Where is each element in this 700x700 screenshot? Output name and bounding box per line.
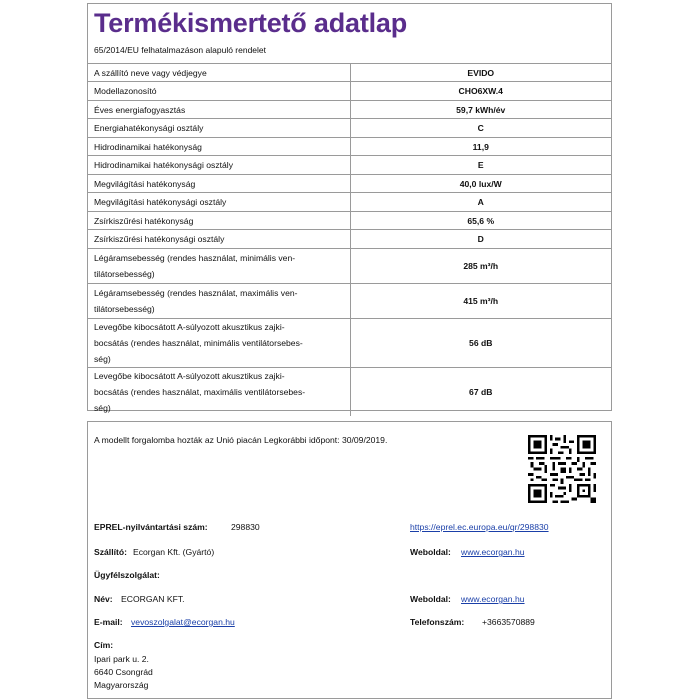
product-fiche bbox=[87, 3, 612, 411]
table-row bbox=[88, 284, 611, 319]
eprel-number: 298830 bbox=[231, 522, 260, 532]
spec-label: A szállító neve vagy védjegye bbox=[88, 64, 350, 82]
website-label: Weboldal: bbox=[410, 594, 451, 604]
spec-value: 59,7 kWh/év bbox=[350, 101, 611, 119]
website-label: Weboldal: bbox=[410, 547, 451, 557]
spec-value: 56 dB bbox=[350, 319, 611, 368]
name-label: Név: bbox=[94, 594, 113, 604]
regulation-subtitle: 65/2014/EU felhatalmazáson alapuló rendelet bbox=[94, 45, 267, 55]
address-line: Ipari park u. 2. bbox=[94, 654, 149, 664]
phone-value: +3663570889 bbox=[482, 617, 535, 627]
spec-label: Levegőbe kibocsátott A-súlyozott akusztikus zajki- bocsátás (rendes használat, maximális ventilátorsebes- ség) bbox=[88, 368, 350, 417]
spec-label: Hidrodinamikai hatékonyság bbox=[88, 138, 350, 156]
website-link[interactable]: www.ecorgan.hu bbox=[461, 594, 525, 604]
spec-label: Zsírkiszűrési hatékonysági osztály bbox=[88, 230, 350, 249]
email-label: E-mail: bbox=[94, 617, 123, 627]
website-link[interactable]: www.ecorgan.hu bbox=[461, 547, 525, 557]
spec-value: EVIDO bbox=[350, 64, 611, 82]
table-row bbox=[88, 319, 611, 368]
phone-label: Telefonszám: bbox=[410, 617, 465, 627]
eprel-label: EPREL-nyilvántartási szám: bbox=[94, 522, 208, 532]
table-row bbox=[88, 368, 611, 417]
spec-label: Légáramsebesség (rendes használat, maximális ven- tilátorsebesség) bbox=[88, 284, 350, 319]
address-label: Cím: bbox=[94, 640, 114, 650]
table-row bbox=[88, 82, 611, 101]
table-row bbox=[88, 193, 611, 212]
spec-value: 11,9 bbox=[350, 138, 611, 156]
supplier-info-panel bbox=[87, 421, 612, 699]
spec-value: 415 m³/h bbox=[350, 284, 611, 319]
spec-label: Légáramsebesség (rendes használat, minimális ven- tilátorsebesség) bbox=[88, 249, 350, 284]
spec-value: 67 dB bbox=[350, 368, 611, 417]
market-note: A modellt forgalomba hozták az Unió piacán Legkorábbi időpont: 30/09/2019. bbox=[94, 435, 388, 445]
spec-label: Modellazonosító bbox=[88, 82, 350, 101]
page-title: Termékismertető adatlap bbox=[94, 8, 408, 38]
spec-label: Energiahatékonysági osztály bbox=[88, 119, 350, 138]
spec-label: Megvilágítási hatékonysági osztály bbox=[88, 193, 350, 212]
eprel-url-link[interactable]: https://eprel.ec.europa.eu/qr/298830 bbox=[410, 522, 549, 532]
table-row bbox=[88, 138, 611, 156]
email-link[interactable]: vevoszolgalat@ecorgan.hu bbox=[131, 617, 235, 627]
table-row bbox=[88, 230, 611, 249]
spec-value: 65,6 % bbox=[350, 212, 611, 230]
table-row bbox=[88, 119, 611, 138]
spec-label: Hidrodinamikai hatékonysági osztály bbox=[88, 156, 350, 175]
supplier-label: Szállító: bbox=[94, 547, 127, 557]
spec-value: D bbox=[350, 230, 611, 249]
table-row bbox=[88, 175, 611, 193]
qr-code-icon[interactable] bbox=[528, 435, 596, 503]
customer-service-label: Ügyfélszolgálat: bbox=[94, 570, 160, 580]
spec-value: 40,0 lux/W bbox=[350, 175, 611, 193]
spec-value: C bbox=[350, 119, 611, 138]
spec-value: CHO6XW.4 bbox=[350, 82, 611, 101]
spec-label: Levegőbe kibocsátott A-súlyozott akusztikus zajki- bocsátás (rendes használat, minimális ventilátorsebes- ség) bbox=[88, 319, 350, 368]
spec-label: Zsírkiszűrési hatékonyság bbox=[88, 212, 350, 230]
table-row bbox=[88, 249, 611, 284]
spec-value: A bbox=[350, 193, 611, 212]
table-row bbox=[88, 156, 611, 175]
table-row bbox=[88, 212, 611, 230]
specs-table bbox=[88, 63, 611, 416]
supplier-value: Ecorgan Kft. (Gyártó) bbox=[133, 547, 215, 557]
spec-value: E bbox=[350, 156, 611, 175]
spec-label: Megvilágítási hatékonyság bbox=[88, 175, 350, 193]
spec-label: Éves energiafogyasztás bbox=[88, 101, 350, 119]
name-value: ECORGAN KFT. bbox=[121, 594, 185, 604]
spec-value: 285 m³/h bbox=[350, 249, 611, 284]
table-row bbox=[88, 101, 611, 119]
address-line: 6640 Csongrád bbox=[94, 667, 153, 677]
table-row bbox=[88, 64, 611, 82]
address-line: Magyarország bbox=[94, 680, 149, 690]
